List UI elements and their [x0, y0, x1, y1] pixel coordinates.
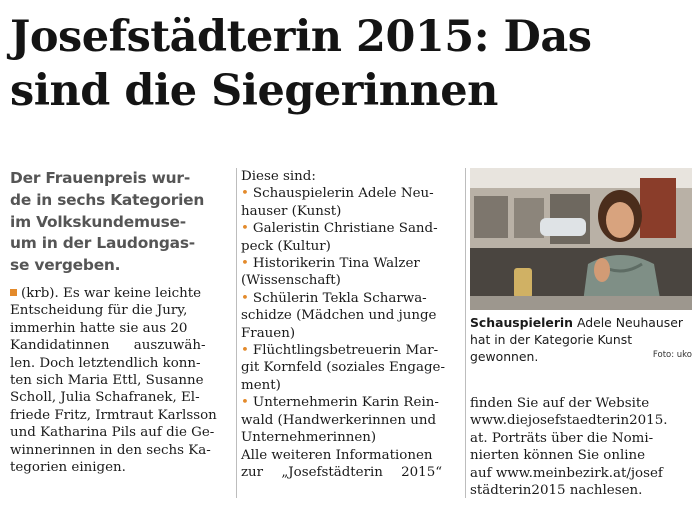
- list-item: • Flüchtlingsbetreuerin Mar- git Kornfeld (soziales Engage- ment): [241, 343, 446, 393]
- photo-credit: Foto: uko: [652, 350, 692, 360]
- body-line: www.diejosefstaedterin2015.: [470, 413, 668, 429]
- body-line: friede Fritz, Irmtraut Karlsson: [10, 407, 217, 423]
- bullet-icon: •: [241, 395, 249, 411]
- bullet-icon: •: [241, 256, 249, 272]
- lead-line: Der Frauenpreis wur-: [10, 169, 191, 187]
- list-item: • Schülerin Tekla Scharwa- schidze (Mädchen und junge Frauen): [241, 290, 437, 341]
- column-2: [241, 168, 461, 481]
- column-divider: [465, 168, 466, 498]
- lead-line: de in sechs Kategorien: [10, 190, 205, 209]
- lead-line: se vergeben.: [10, 256, 121, 275]
- lead-paragraph: [10, 168, 232, 277]
- body-line: Scholl, Julia Schafranek, El-: [10, 390, 200, 406]
- body-line: winnerinnen in den sechs Ka-: [10, 442, 211, 458]
- body-line: tegorien einigen.: [10, 460, 126, 476]
- photo-caption: Schauspielerin Adele Neuhauser hat in der Kategorie Kunst gewonnen. Foto: uko: [470, 315, 692, 364]
- section-marker-icon: [10, 289, 17, 296]
- body-line: nierten können Sie online: [470, 448, 646, 464]
- outro-line: Alle weiteren Informationen: [241, 447, 433, 463]
- bullet-icon: •: [241, 186, 249, 202]
- body-line: Entscheidung für die Jury,: [10, 303, 188, 319]
- body-line: Kandidatinnen auszuwäh-: [10, 338, 206, 354]
- bullet-icon: •: [241, 290, 249, 306]
- cafe-portrait-image: [470, 168, 692, 310]
- body-text-continued: [470, 395, 692, 499]
- column-divider: [236, 168, 237, 498]
- list-item: • Historikerin Tina Walzer (Wissenschaft): [241, 256, 420, 289]
- body-line: len. Doch letztendlich konn-: [10, 355, 201, 371]
- lead-line: im Volkskundemuse-: [10, 212, 186, 231]
- bullet-icon: •: [241, 343, 249, 359]
- body-line: finden Sie auf der Website: [470, 396, 650, 411]
- body-line: städterin2015 nachlesen.: [470, 483, 643, 499]
- headline-line: sind die Siegerinnen: [10, 66, 498, 116]
- body-line: at. Porträts über die Nomi-: [470, 430, 654, 446]
- winners-list: [241, 185, 461, 446]
- caption-label: Schauspielerin: [470, 315, 573, 330]
- body-text: [10, 285, 232, 476]
- body-line: (krb). Es war keine leichte: [10, 285, 232, 302]
- headline-line: Josefstädterin 2015: Das: [10, 12, 592, 62]
- body-line: immerhin hatte sie aus 20: [10, 320, 188, 336]
- winners-intro: Diese sind:: [241, 169, 316, 184]
- column-1: [10, 168, 232, 476]
- winner-photo: [470, 168, 692, 310]
- list-item: • Unternehmerin Karin Rein- wald (Handwerkerinnen und Unternehmerinnen): [241, 395, 439, 446]
- body-line: und Katharina Pils auf die Ge-: [10, 425, 215, 441]
- bullet-icon: •: [241, 221, 249, 237]
- outro-line: zur „Josefstädterin 2015“: [241, 464, 443, 480]
- list-item: • Schauspielerin Adele Neu- hauser (Kunst): [241, 186, 434, 219]
- list-item: • Galeristin Christiane Sand- peck (Kultur): [241, 221, 438, 254]
- body-line: ten sich Maria Ettl, Susanne: [10, 373, 204, 389]
- column-3: [470, 168, 692, 499]
- headline: [10, 10, 690, 118]
- lead-line: um in der Laudongas-: [10, 234, 195, 253]
- body-line: auf www.meinbezirk.at/josef: [470, 465, 663, 481]
